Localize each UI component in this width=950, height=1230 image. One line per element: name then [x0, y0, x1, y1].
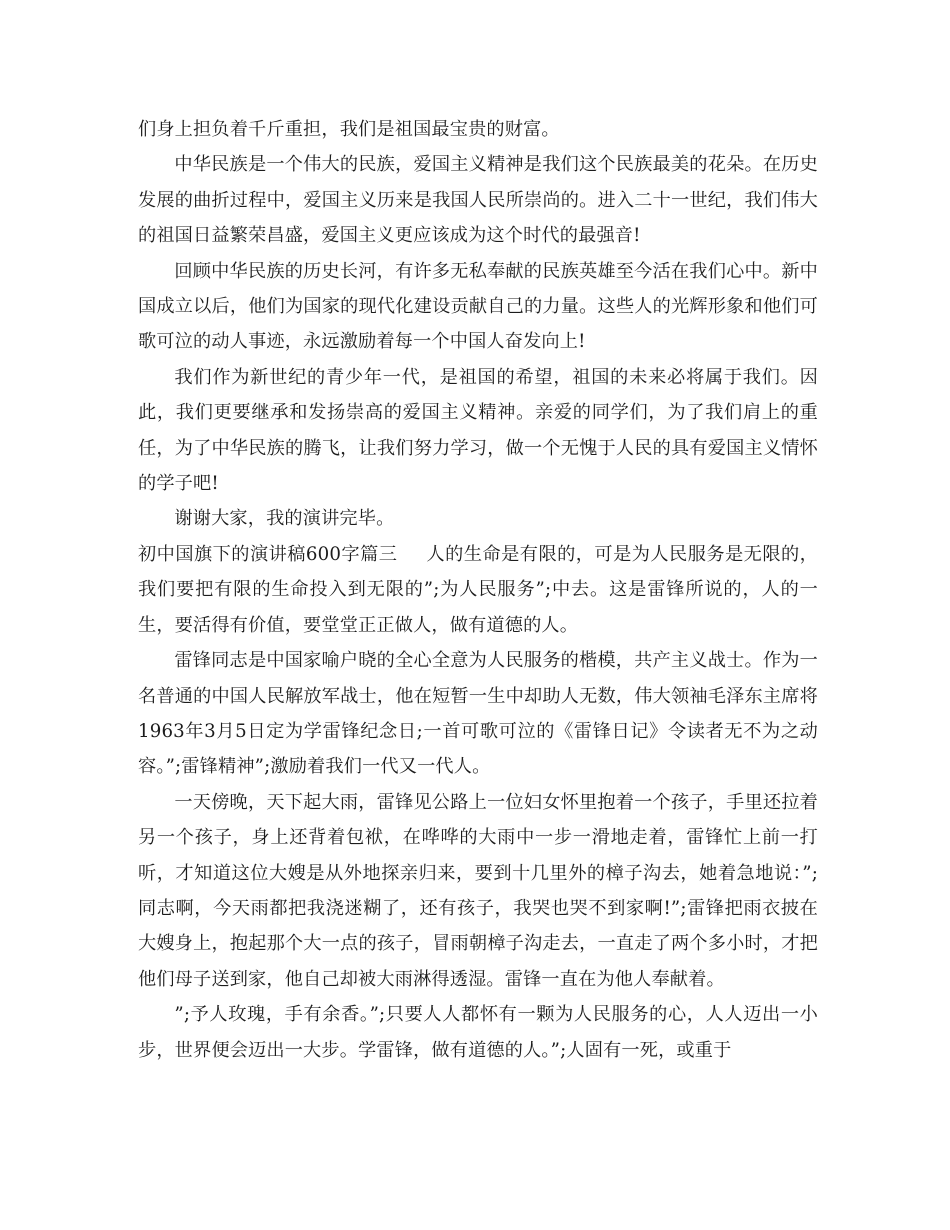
- section-heading: 初中国旗下的演讲稿600字篇三: [138, 543, 398, 565]
- paragraph-4: 我们作为新世纪的青少年一代，是祖国的希望，祖国的未来必将属于我们。因此，我们更要继承和发扬崇高的爱国主义精神。亲爱的同学们，为了我们肩上的重任，为了中华民族的腾飞，让我们努力学习，做一个无愧于人民的具有爱国主义情怀的学子吧!: [138, 366, 818, 495]
- paragraph-8: 一天傍晚，天下起大雨，雷锋见公路上一位妇女怀里抱着一个孩子，手里还拉着另一个孩子，身上还背着包袱，在哗哗的大雨中一步一滑地走着，雷锋忙上前一打听，才知道这位大嫂是从外地探亲归来，要到十几里外的樟子沟去，她着急地说：”;同志啊，今天雨都把我浇迷糊了，还有孩子，我哭也哭不到家啊!”;雷锋把雨衣披在大嫂身上，抱起那个大一点的孩子，冒雨朝樟子沟走去，一直走了两个多小时，才把他们母子送到家，他自己却被大雨淋得透湿。雷锋一直在为他人奉献着。: [138, 791, 818, 990]
- document-body: [138, 112, 818, 1068]
- section-paragraph: [138, 537, 818, 643]
- section-first-text: 人的生命是有限的，可是为人民服务是无限的，我们要把有限的生命投入到无限的”;为人民服务”;中去。这是雷锋所说的，人的一生，要活得有价值，要堂堂正正做人，做有道德的人。: [138, 543, 818, 636]
- paragraph-9: ”;予人玫瑰，手有余香。”;只要人人都怀有一颗为人民服务的心，人人迈出一小步，世界便会迈出一大步。学雷锋，做有道德的人。”;人固有一死，或重于: [138, 1004, 818, 1061]
- paragraph-3: 回顾中华民族的历史长河，有许多无私奉献的民族英雄至今活在我们心中。新中国成立以后，他们为国家的现代化建设贡献自己的力量。这些人的光辉形象和他们可歌可泣的动人事迹，永远激励着每一个中国人奋发向上!: [138, 260, 818, 353]
- paragraph-1: 们身上担负着千斤重担，我们是祖国最宝贵的财富。: [138, 119, 560, 140]
- paragraph-7: 雷锋同志是中国家喻户晓的全心全意为人民服务的楷模，共产主义战士。作为一名普通的中国人民解放军战士，他在短暂一生中却助人无数，伟大领袖毛泽东主席将1963年3月5日定为学雷锋纪念日;一首可歌可泣的《雷锋日记》令读者无不为之动容。”;雷锋精神”;激励着我们一代又一代人。: [138, 650, 818, 778]
- paragraph-5: 谢谢大家，我的演讲完毕。: [174, 508, 395, 530]
- paragraph-2: 中华民族是一个伟大的民族，爱国主义精神是我们这个民族最美的花朵。在历史发展的曲折过程中，爱国主义历来是我国人民所崇尚的。进入二十一世纪，我们伟大的祖国日益繁荣昌盛，爱国主义更应该成为这个时代的最强音!: [138, 154, 818, 247]
